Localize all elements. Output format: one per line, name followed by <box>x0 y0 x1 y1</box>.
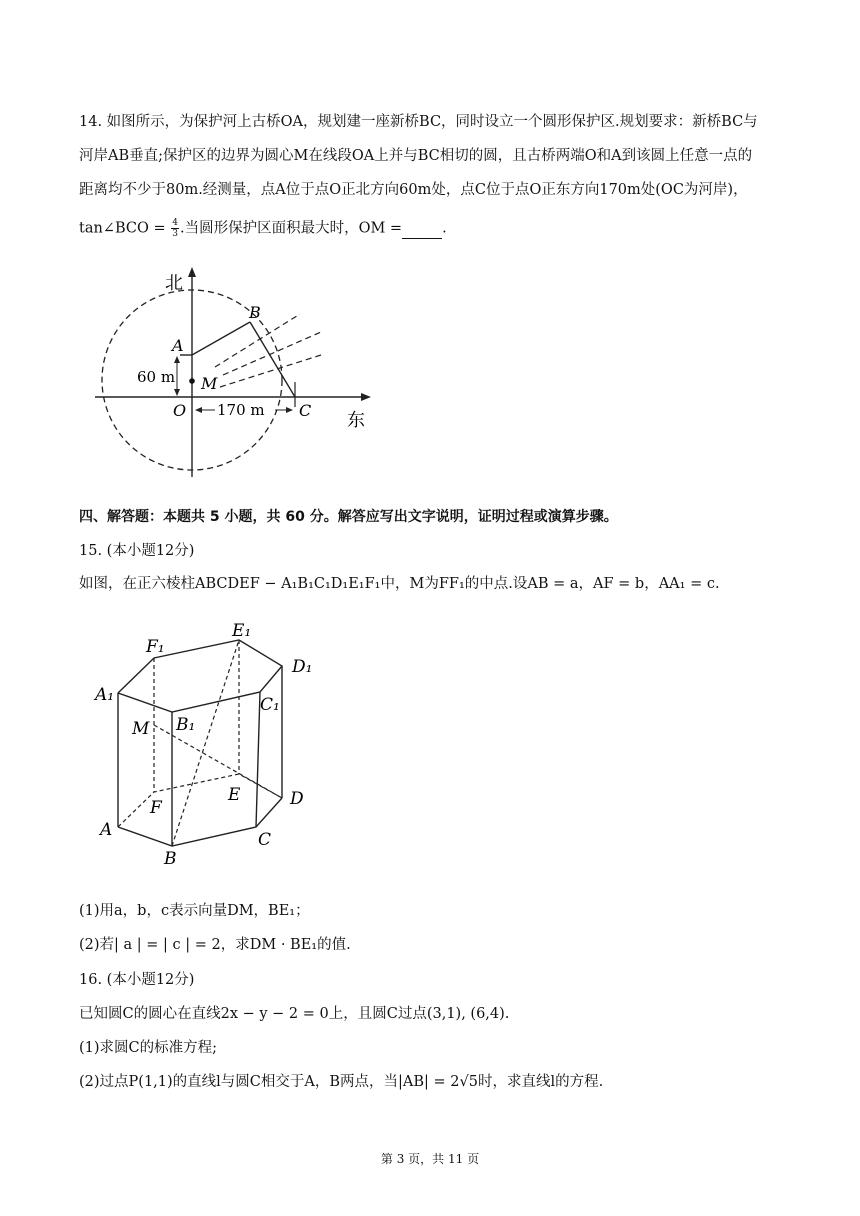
label-60m: 60 m <box>137 368 176 386</box>
q14-line4 <box>79 218 447 239</box>
label-E1: E₁ <box>232 621 252 641</box>
north-arrow-icon <box>188 267 196 277</box>
point-M <box>189 378 195 384</box>
label-F: F <box>150 798 162 818</box>
label-A1: A₁ <box>95 685 115 705</box>
q14-line1: 14. 如图所示，为保护河上古桥OA，规划建一座新桥BC，同时设立一个圆形保护区.规划要求：新桥BC与 <box>79 114 758 130</box>
q16-part1: (1)求圆C的标准方程; <box>79 1040 218 1056</box>
dim-arrow-icon <box>174 356 180 363</box>
east-arrow-icon <box>361 393 371 401</box>
q14-line4-end: . <box>442 220 447 237</box>
label-B: B <box>249 303 261 322</box>
q14-line4-text: .当圆形保护区面积最大时，OM = <box>179 220 403 237</box>
q14-line3: 距离均不少于80m.经测量，点A位于点O正北方向60m处，点C位于点O正东方向170m处(OC为河岸)， <box>79 182 748 198</box>
fraction-numerator: 4 <box>172 218 178 228</box>
label-E: E <box>228 785 241 805</box>
q15-stem: 如图，在正六棱柱ABCDEF − A₁B₁C₁D₁E₁F₁中，M为FF₁的中点.设AB = a，AF = b，AA₁ = c. <box>79 576 720 592</box>
label-F1: F₁ <box>146 637 165 657</box>
label-B: B <box>164 849 177 869</box>
answer-blank <box>402 224 442 239</box>
label-170m: 170 m <box>217 401 265 419</box>
q15-title: 15. (本小题12分) <box>79 543 195 559</box>
segment-BC <box>250 322 295 397</box>
q15-part1: (1)用a，b，c表示向量DM，BE₁； <box>79 903 310 919</box>
dim-arrow-icon <box>174 389 180 396</box>
prism-figure <box>92 620 332 870</box>
dim-arrow-icon <box>286 407 293 413</box>
dashed-ray <box>220 355 321 387</box>
label-east: 东 <box>347 410 365 431</box>
label-C: C <box>299 401 312 420</box>
label-north: 北 <box>165 273 183 294</box>
section-heading: 四、解答题：本题共 5 小题，共 60 分。解答应写出文字说明，证明过程或演算步骤。 <box>79 509 618 525</box>
label-A: A <box>172 336 184 355</box>
q14-line2: 河岸AB垂直;保护区的边界为圆心M在线段OA上并与BC相切的圆，且古桥两端O和A到该圆上任意一点的 <box>79 148 753 164</box>
q16-title: 16. (本小题12分) <box>79 972 195 988</box>
label-D1: D₁ <box>292 657 313 677</box>
label-B1: B₁ <box>176 715 196 735</box>
fraction-denominator: 3 <box>172 229 178 239</box>
label-O: O <box>173 401 187 420</box>
label-A: A <box>100 820 113 840</box>
label-D: D <box>290 789 304 809</box>
q16-stem: 已知圆C的圆心在直线2x − y − 2 = 0上，且圆C过点(3,1), (6,4). <box>79 1006 510 1022</box>
q14-fraction <box>171 218 179 239</box>
bridge-figure <box>95 262 380 482</box>
label-M: M <box>201 374 218 393</box>
segment-BE1 <box>172 640 239 846</box>
label-M: M <box>132 719 150 739</box>
top-face <box>118 640 282 712</box>
label-C: C <box>258 830 272 850</box>
label-C1: C₁ <box>260 695 280 715</box>
page-footer: 第 3 页，共 11 页 <box>380 1152 480 1166</box>
q14-tan-expr: tan∠BCO = <box>79 220 166 237</box>
q15-part2: (2)若| a | = | c | = 2，求DM · BE₁的值. <box>79 937 351 953</box>
q16-part2: (2)过点P(1,1)的直线l与圆C相交于A，B两点，当|AB| = 2√5时，求直线l的方程. <box>79 1074 604 1090</box>
